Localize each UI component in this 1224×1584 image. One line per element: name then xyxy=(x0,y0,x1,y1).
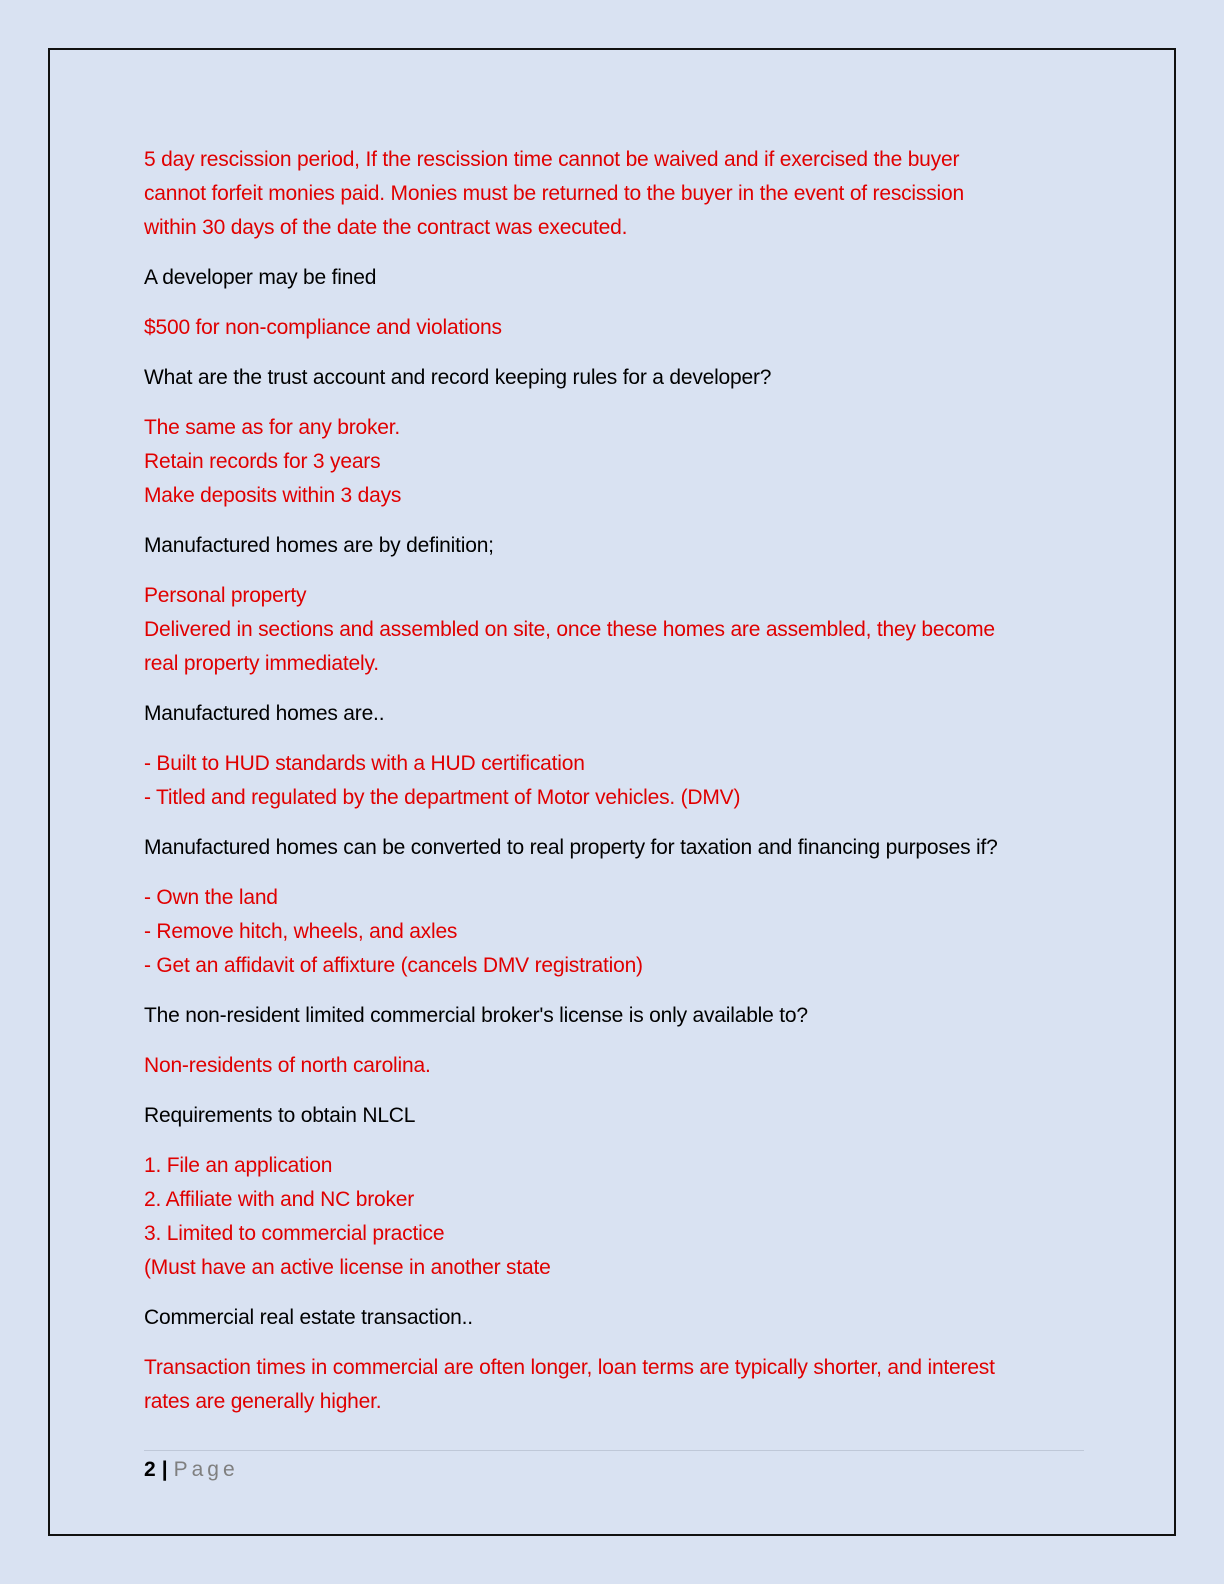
question-paragraph xyxy=(144,1301,1084,1335)
text-line: What are the trust account and record keeping rules for a developer? xyxy=(144,366,772,389)
text-line: - Titled and regulated by the department of Motor vehicles. (DMV) xyxy=(144,786,741,809)
text-line: 2. Affiliate with and NC broker xyxy=(144,1188,415,1211)
text-line: - Remove hitch, wheels, and axles xyxy=(144,920,458,943)
answer-paragraph xyxy=(144,311,1084,345)
page-footer xyxy=(144,1453,239,1487)
text-line: real property immediately. xyxy=(144,652,379,675)
answer-paragraph xyxy=(144,881,1084,983)
question-paragraph xyxy=(144,697,1084,731)
text-line: within 30 days of the date the contract was executed. xyxy=(144,216,628,239)
text-line: (Must have an active license in another state xyxy=(144,1256,551,1279)
text-line: A developer may be fined xyxy=(144,266,377,289)
answer-paragraph xyxy=(144,1149,1084,1285)
page-number: 2 xyxy=(144,1458,156,1481)
text-line: Manufactured homes are.. xyxy=(144,702,385,725)
text-line: rates are generally higher. xyxy=(144,1390,382,1413)
text-line: - Own the land xyxy=(144,886,278,909)
answer-paragraph xyxy=(144,1049,1084,1083)
text-line: Transaction times in commercial are often longer, loan terms are typically shorter, and interest xyxy=(144,1356,995,1379)
text-line: The non-resident limited commercial broker's license is only available to? xyxy=(144,1004,808,1027)
page-label: Page xyxy=(173,1458,239,1481)
document-body xyxy=(144,143,1084,1435)
text-line: 1. File an application xyxy=(144,1154,333,1177)
text-line: - Built to HUD standards with a HUD certification xyxy=(144,752,585,775)
text-line: Non-residents of north carolina. xyxy=(144,1054,431,1077)
text-line: Commercial real estate transaction.. xyxy=(144,1306,473,1329)
question-paragraph xyxy=(144,361,1084,395)
text-line: The same as for any broker. xyxy=(144,416,401,439)
text-line: Retain records for 3 years xyxy=(144,450,381,473)
question-paragraph xyxy=(144,529,1084,563)
text-line: cannot forfeit monies paid. Monies must be returned to the buyer in the event of rescission xyxy=(144,182,964,205)
question-paragraph xyxy=(144,831,1084,865)
text-line: $500 for non-compliance and violations xyxy=(144,316,502,339)
question-paragraph xyxy=(144,999,1084,1033)
question-paragraph xyxy=(144,261,1084,295)
text-line: Requirements to obtain NLCL xyxy=(144,1104,416,1127)
footer-separator: | xyxy=(161,1458,168,1481)
answer-paragraph xyxy=(144,411,1084,513)
text-line: - Get an affidavit of affixture (cancels DMV registration) xyxy=(144,954,643,977)
answer-paragraph xyxy=(144,143,1084,245)
text-line: Delivered in sections and assembled on site, once these homes are assembled, they become xyxy=(144,618,995,641)
text-line: Personal property xyxy=(144,584,307,607)
answer-paragraph xyxy=(144,1351,1084,1419)
text-line: Make deposits within 3 days xyxy=(144,484,402,507)
text-line: 3. Limited to commercial practice xyxy=(144,1222,445,1245)
footer-divider xyxy=(144,1450,1084,1451)
text-line: 5 day rescission period, If the rescission time cannot be waived and if exercised the buyer xyxy=(144,148,960,171)
text-line: Manufactured homes are by definition; xyxy=(144,534,494,557)
text-line: Manufactured homes can be converted to real property for taxation and financing purposes if? xyxy=(144,836,998,859)
answer-paragraph xyxy=(144,579,1084,681)
question-paragraph xyxy=(144,1099,1084,1133)
answer-paragraph xyxy=(144,747,1084,815)
